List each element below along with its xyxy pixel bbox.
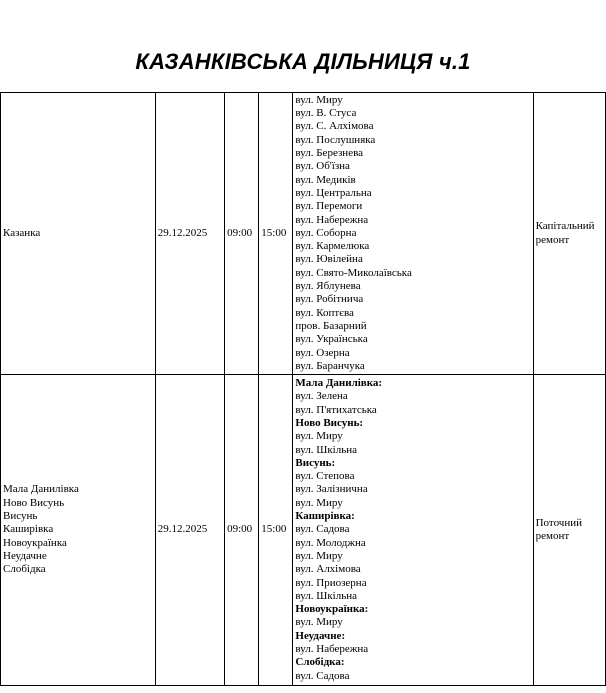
table-row: [1, 93, 606, 375]
village-heading: Мала Данилівка:: [295, 377, 383, 390]
date-cell: 29.12.2025: [155, 375, 224, 686]
street-name: вул. Об'їзна: [295, 160, 350, 173]
settlement-name: Ново Висунь: [3, 496, 65, 509]
street-name: вул. Послушняка: [295, 133, 376, 146]
street-list: [295, 377, 530, 683]
end-time-cell: 15:00: [259, 93, 293, 375]
work-type-line: Поточний: [535, 516, 582, 529]
settlement-name: Каширівка: [3, 523, 54, 536]
street-name: вул. Миру: [295, 430, 343, 443]
start-time-cell: 09:00: [225, 375, 259, 686]
date-cell: 29.12.2025: [155, 93, 224, 375]
street-name: вул. Молоджна: [295, 536, 366, 549]
street-name: вул. Центральна: [295, 186, 372, 199]
outage-schedule-table: [0, 92, 606, 686]
work-type-cell: [533, 93, 605, 375]
village-heading: Каширівка:: [295, 510, 355, 523]
page-title: КАЗАНКІВСЬКА ДІЛЬНИЦЯ ч.1: [135, 49, 471, 74]
settlement-cell: [1, 93, 156, 375]
street-name: вул. С. Алхімова: [295, 120, 374, 133]
settlement-name: Неудачне: [3, 549, 47, 562]
settlement-name: Новоукраїнка: [3, 536, 67, 549]
street-name: вул. Березнева: [295, 147, 364, 160]
street-name: вул. Медиків: [295, 173, 356, 186]
street-name: вул. Кармелюка: [295, 240, 370, 253]
village-heading: Ново Висунь:: [295, 416, 364, 429]
street-name: вул. Зелена: [295, 390, 348, 403]
table-row: [1, 375, 606, 686]
village-heading: Новоукраїнка:: [295, 603, 369, 616]
street-name: вул. Робітнича: [295, 293, 364, 306]
street-name: вул. Яблунева: [295, 280, 361, 293]
start-time-cell: 09:00: [225, 93, 259, 375]
street-name: вул. Шкільна: [295, 589, 358, 602]
street-name: вул. Шкільна: [295, 443, 358, 456]
work-type-line: ремонт: [535, 233, 570, 246]
settlement-name: Слобідка: [3, 563, 46, 576]
work-type-line: ремонт: [535, 530, 570, 542]
street-name: вул. Українська: [295, 333, 368, 346]
street-name: вул. Соборна: [295, 226, 357, 239]
settlement-name: Висунь: [3, 510, 38, 523]
street-name: вул. Садова: [295, 523, 350, 536]
street-name: вул. Баранчука: [295, 359, 365, 372]
street-name: вул. Коптєва: [295, 306, 354, 319]
end-time-cell: 15:00: [259, 375, 293, 686]
street-name: вул. Залізнична: [295, 483, 368, 496]
street-name: вул. Миру: [295, 93, 343, 106]
street-list: [295, 94, 530, 373]
street-name: вул. Миру: [295, 549, 343, 562]
street-name: пров. Базарний: [295, 319, 367, 332]
street-name: вул. П'ятихатська: [295, 403, 377, 416]
work-type-cell: [533, 375, 605, 686]
street-name: вул. Миру: [295, 616, 343, 629]
street-name: вул. Перемоги: [295, 200, 363, 213]
settlement-name: Мала Данилівка: [3, 483, 79, 496]
street-name: вул. Озерна: [295, 346, 350, 359]
street-name: вул. В. Стуса: [295, 107, 357, 120]
settlement-name: Казанка: [3, 226, 41, 239]
village-heading: Слобідка:: [295, 656, 345, 669]
street-name: вул. Набережна: [295, 643, 369, 656]
street-name: вул. Садова: [295, 669, 350, 682]
village-heading: Висунь:: [295, 456, 336, 469]
street-name: вул. Миру: [295, 496, 343, 509]
village-heading: Неудачне:: [295, 629, 346, 642]
street-name: вул. Приозерна: [295, 576, 367, 589]
settlement-cell: [1, 375, 156, 686]
streets-cell: [293, 375, 533, 686]
street-name: вул. Набережна: [295, 213, 369, 226]
street-name: вул. Алхімова: [295, 563, 361, 576]
street-name: вул. Ювілейна: [295, 253, 363, 266]
street-name: вул. Свято-Миколаївська: [295, 266, 412, 279]
streets-cell: [293, 93, 533, 375]
work-type-line: Капітальний: [535, 220, 595, 233]
street-name: вул. Степова: [295, 470, 355, 483]
